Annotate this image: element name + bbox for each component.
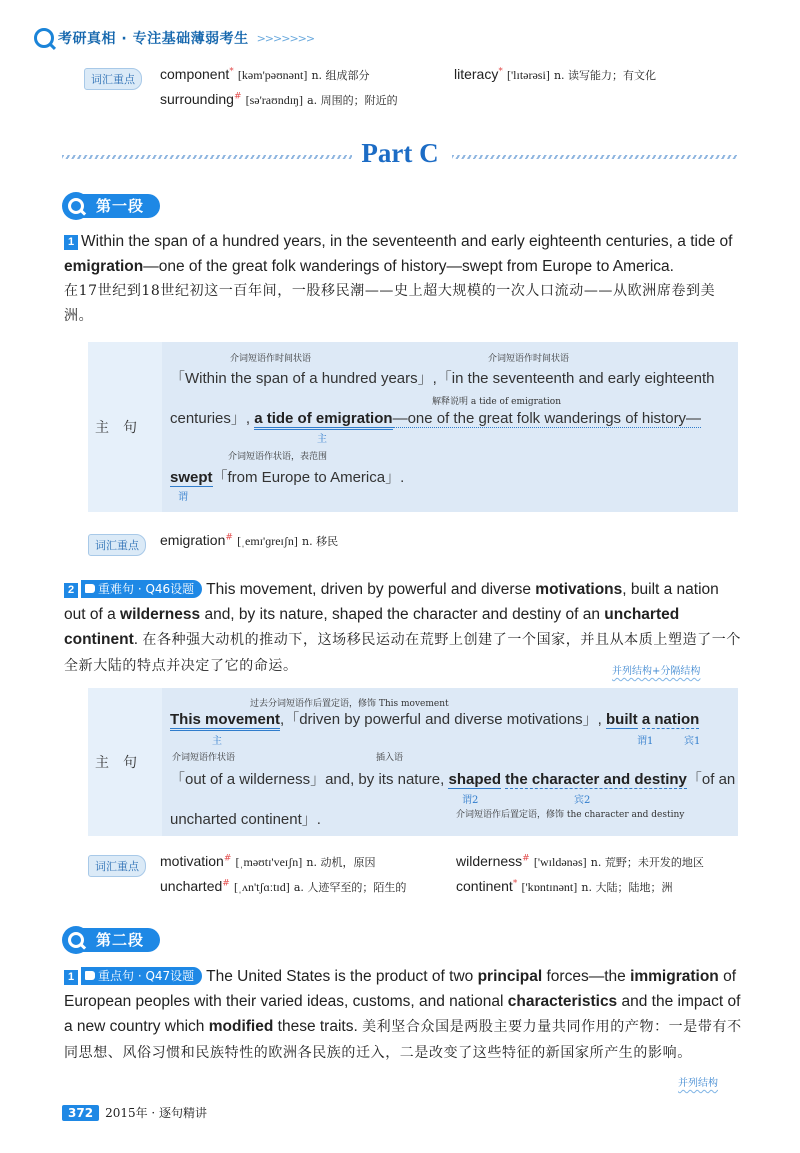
vocab-word: component (160, 66, 230, 82)
vocab-label: 词汇重点 (88, 855, 146, 877)
annotation: 介词短语作时间状语 (488, 354, 570, 364)
page-footer (62, 1104, 207, 1121)
grammar-label: 宾2 (574, 795, 591, 806)
grammar-label: 谓2 (462, 795, 479, 806)
vocab-item (454, 66, 656, 83)
header-title: 考研真相 · 专注基础薄弱考生 (58, 31, 249, 47)
translation: 在17世纪到18世纪初这一百年间，一股移民潮——史上超大规模的一次人口流动——从欧洲席卷到美洲。 (64, 283, 716, 324)
annotation: 过去分词短语作后置定语，修饰 This movement (250, 699, 449, 709)
part-title: Part C (361, 138, 439, 168)
annotation: 插入语 (376, 753, 404, 763)
question-tag: 重难句 · Q46设题 (81, 580, 202, 598)
sentence-number: 2 (64, 583, 78, 598)
vocab-pron: [sə'raʊndɪŋ] (245, 93, 303, 107)
analysis-line: This movement,「driven by powerful and diverse motivations」, built a nation (170, 708, 699, 729)
grammar-label: 主 (317, 434, 327, 445)
analysis-line: centuries」, a tide of emigration—one of the great folk wanderings of history— (170, 407, 701, 428)
translation: 美利坚合众国是两股主要力量共同作用的产物：一是带有不同思想、风俗习惯和民族特性的欧洲各民族的迁入，二是改变了这些特征的新国家所产生的影响。 (64, 1019, 742, 1061)
page-header (34, 28, 314, 48)
page-number: 372 (62, 1105, 99, 1121)
analysis-line: uncharted continent」. (170, 811, 321, 828)
vocab-mark: # (233, 91, 242, 102)
vocab-item (160, 66, 370, 83)
grammar-label: 谓1 (637, 736, 654, 747)
search-icon (34, 28, 54, 48)
keyword: emigration (64, 258, 144, 275)
vocab-def: a. 周围的；附近的 (307, 94, 398, 107)
analysis-line: 「Within the span of a hundred years」,「in the seventeenth and early eighteenth (170, 370, 715, 387)
flag-icon (85, 584, 95, 593)
vocab-mark: * (229, 66, 234, 77)
analysis-box (88, 342, 738, 512)
sentence-text: —one of the great folk wanderings of history—swept from Europe to America. (143, 258, 674, 275)
structure-note: 并列结构+分隔结构 (612, 666, 701, 677)
predicate: swept (170, 469, 213, 486)
analysis-content (162, 688, 738, 836)
vocab-item: motivation# [ˌməʊtɪ'veɪʃn] n. 动机，原因 (160, 853, 376, 869)
grammar-label: 主 (212, 736, 222, 747)
sentence-paragraph: 1 重点句 · Q47设题 The United States is the product of two principal forces—the immigration of European peoples with their varied ideas, customs, and national characteristics and the impact of a new country which modified these traits. 美利坚合众国是两股主要力量共同作用的产物：一是带有不同思想、风俗习惯和民族特性的欧洲各民族的迁入，二是改变了这些特征的新国家所产生的影响。 (64, 968, 742, 1061)
grammar-label: 宾1 (684, 736, 701, 747)
vocab-word: surrounding (160, 91, 234, 107)
sentence-text: Within the span of a hundred years, in the seventeenth and early eighteenth centuries, a tide of (81, 233, 733, 250)
vocab-mark: # (225, 532, 233, 543)
analysis-box (88, 688, 738, 836)
vocab-pron: ['lɪtərəsi] (507, 68, 550, 82)
divider (452, 155, 738, 159)
vocab-mark: * (498, 66, 503, 77)
sentence-number: 1 (64, 970, 78, 985)
search-icon (62, 926, 90, 954)
vocab-def: n. 组成部分 (311, 69, 370, 82)
vocab-item: wilderness# ['wɪldənəs] n. 荒野；未开发的地区 (456, 853, 704, 869)
grammar-label: 谓 (178, 492, 188, 503)
footer-text: 2015年 · 逐句精讲 (105, 1106, 208, 1120)
annotation: 介词短语作状语，表范围 (228, 452, 328, 462)
vocab-pron: [ˌemɪ'ɡreɪʃn] (237, 534, 298, 548)
search-icon (62, 192, 90, 220)
section-heading (62, 926, 160, 954)
sentence-paragraph: 2 重难句 · Q46设题 This movement, driven by powerful and diverse motivations, built a nation out of a wilderness and, by its nature, shaped the character and destiny of an uncharted continent. 在各种强大动机的推动下，这场移民运动在荒野上创建了一个国家，并且从本质上塑造了一个全新大陆的特点并决定了它的命运。 (64, 581, 741, 674)
analysis-line: 「out of a wilderness」and, by its nature, shaped the character and destiny「of an (170, 771, 736, 788)
section-heading (62, 192, 160, 220)
vocab-def: n. 移民 (302, 535, 339, 548)
vocab-word: emigration (160, 532, 226, 548)
question-tag: 重点句 · Q47设题 (81, 967, 202, 985)
annotation: 介词短语作后置定语，修饰 the character and destiny (456, 810, 685, 820)
vocab-pron: [kəm'pəʊnənt] (237, 68, 308, 82)
annotation: 介词短语作状语 (172, 753, 236, 763)
vocab-item (160, 532, 338, 549)
vocab-item: continent* ['kɒntɪnənt] n. 大陆；陆地；洲 (456, 878, 673, 894)
annotation: 介词短语作时间状语 (230, 354, 312, 364)
vocab-word: literacy (454, 66, 499, 82)
vocab-label: 词汇重点 (84, 68, 142, 90)
structure-note: 并列结构 (678, 1078, 718, 1089)
vocab-item (160, 91, 398, 108)
sentence-number: 1 (64, 235, 78, 250)
analysis-content (162, 342, 738, 512)
header-arrows: >>>>>>> (256, 31, 315, 45)
section-title: 第二段 (78, 928, 160, 952)
vocab-label: 词汇重点 (88, 534, 146, 556)
vocab-item: uncharted# [ˌʌn'tʃɑːtɪd] a. 人迹罕至的；陌生的 (160, 878, 407, 894)
section-title: 第一段 (78, 194, 160, 218)
flag-icon (85, 971, 95, 980)
analysis-label: 主句 (95, 420, 151, 436)
annotation: 解释说明 a tide of emigration (432, 397, 562, 407)
analysis-line: swept「from Europe to America」. (170, 469, 405, 486)
translation: 在各种强大动机的推动下，这场移民运动在荒野上创建了一个国家，并且从本质上塑造了一个全新大陆的特点并决定了它的命运。 (64, 632, 741, 674)
analysis-label: 主句 (95, 755, 151, 771)
vocab-def: n. 读写能力；有文化 (553, 69, 657, 82)
subject: a tide of emigration (254, 410, 392, 430)
sentence-paragraph (64, 229, 744, 329)
